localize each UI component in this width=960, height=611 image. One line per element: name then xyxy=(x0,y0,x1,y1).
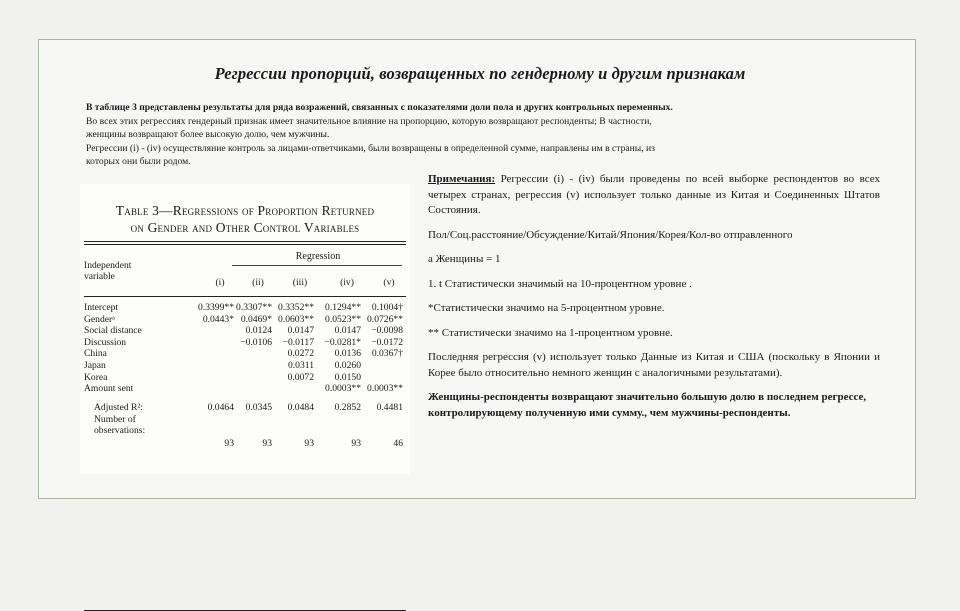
row-label: Social distance xyxy=(84,325,142,337)
table-cell: −0.0106 xyxy=(240,336,272,348)
regression-table-image xyxy=(80,184,410,474)
table-cell: 0.0345 xyxy=(245,401,272,413)
note-1 xyxy=(428,172,880,219)
row-label: Korea xyxy=(84,371,108,383)
table-cell: 0.2852 xyxy=(334,401,361,413)
table-cell: 93 xyxy=(304,437,314,449)
table-cell: 0.0603** xyxy=(278,313,314,325)
table-cell: −0.0281* xyxy=(324,336,361,348)
table-rule xyxy=(84,241,406,242)
column-header: (iv) xyxy=(340,277,354,288)
table-rule xyxy=(84,296,406,297)
row-label: Genderᵃ xyxy=(84,313,115,325)
table-cell: 0.0003** xyxy=(325,383,361,395)
table-cell: 0.1004† xyxy=(371,302,403,313)
table-cell: 93 xyxy=(224,437,234,449)
table-cell: 0.0523** xyxy=(325,313,361,325)
row-label: Intercept xyxy=(84,302,119,313)
table-cell: 0.0150 xyxy=(334,371,361,383)
column-header: (ii) xyxy=(252,277,264,288)
note-label: Примечания: xyxy=(428,173,496,185)
intro-text xyxy=(86,101,836,169)
intro-line: Во всех этих регрессиях гендерный признак имеет значительное влияние на пропорцию, которую возвращают респонденты; В частности, xyxy=(86,115,652,127)
row-label: Amount sent xyxy=(84,383,134,395)
intro-line: В таблице 3 представлены результаты для ряда возражений, связанных с показателями доли пола и других контрольных переменных. xyxy=(86,102,673,113)
table-cell: 0.0003** xyxy=(367,383,403,395)
table-cell: 0.0311 xyxy=(287,360,314,371)
table-cell: 0.0272 xyxy=(287,348,314,360)
table-cell: 46 xyxy=(393,437,403,449)
notes-panel xyxy=(428,172,880,421)
regression-header: Regression xyxy=(295,251,341,262)
note-5: *Статистически значимо на 5-процентном уровне. xyxy=(428,302,665,314)
table-title xyxy=(86,202,404,236)
note-3: a Женщины = 1 xyxy=(428,253,501,265)
table-title-line: on Gender and Other Control Variables xyxy=(130,220,360,235)
table-cell: 0.3307** xyxy=(236,302,272,313)
row-label: Number of xyxy=(94,413,136,425)
table-cell: 0.0260 xyxy=(334,360,361,371)
slide-title: Регрессии пропорций, возвращенных по гендерному и другим признакам xyxy=(214,64,746,83)
note-6: ** Статистически значимо на 1-процентном уровне. xyxy=(428,326,673,339)
table-cell: 0.0072 xyxy=(287,371,314,383)
table-cell: 0.0443* xyxy=(202,313,234,325)
table-cell: 0.0136 xyxy=(334,348,361,360)
intro-line: которых они были родом. xyxy=(86,156,191,168)
table-cell: 0.0726** xyxy=(367,313,403,325)
note-8: Женщины-респонденты возвращают значительно большую долю в последнем регрессе, контролирующему полученную ими сумму., чем мужчины-респонденты. xyxy=(428,391,867,419)
table-cell: 0.0484 xyxy=(287,401,314,413)
note-4: 1. t Статистически значимый на 10-процентном уровне . xyxy=(428,277,692,290)
table-cell: 93 xyxy=(351,437,361,449)
table-cell: 0.0147 xyxy=(287,325,314,337)
var-header: Independent xyxy=(84,260,132,271)
var-header: variable xyxy=(84,271,115,282)
table-rule xyxy=(84,244,406,245)
note-text: Регрессии (i) - (iv) были проведены по всей выборке респондентов во всех четырех странах, регрессия (v) использует только данные из Китая и Соединенных Штатов Состояния. xyxy=(428,173,880,216)
table-cell: −0.0172 xyxy=(371,336,403,348)
row-label: Japan xyxy=(84,360,106,371)
table-cell: 0.3399** xyxy=(198,302,234,313)
table-cell: 0.3352** xyxy=(278,302,314,313)
table-cell: 0.0367† xyxy=(371,348,403,360)
table-cell: 0.4481 xyxy=(376,401,403,413)
note-7: Последняя регрессия (v) использует только Данные из Китая и США (поскольку в Японии и Корее было относительно немного женщин с аналогичными результатами). xyxy=(428,351,880,379)
row-label: Adjusted R²: xyxy=(94,401,143,413)
table-cell: 0.0124 xyxy=(245,325,272,337)
intro-line: женщины возвращают более высокую долю, чем мужчины. xyxy=(86,129,330,141)
row-label: China xyxy=(84,348,107,360)
table-cell: −0.0098 xyxy=(371,325,403,337)
column-header: (iii) xyxy=(292,277,308,288)
table-cell: 0.1294** xyxy=(325,302,361,313)
table-cell: 0.0147 xyxy=(334,325,361,337)
table-cell: −0.0117 xyxy=(282,336,314,348)
header-rule xyxy=(232,265,402,266)
note-2: Пол/Соц.расстояние/Обсуждение/Китай/Япония/Корея/Кол-во отправленного xyxy=(428,228,793,241)
table-cell: 0.0464 xyxy=(207,401,234,413)
column-header: (i) xyxy=(215,277,225,288)
column-header: (v) xyxy=(383,277,395,288)
table-title-line: Table 3—Regressions of Proportion Returned xyxy=(115,203,375,218)
row-label: observations: xyxy=(94,424,146,436)
table-cell: 0.0469* xyxy=(240,313,272,325)
table-cell: 93 xyxy=(262,437,272,449)
row-label: Discussion xyxy=(84,336,127,348)
intro-line: Регрессии (i) - (iv) осуществляние контроль за лицами-ответчиками, были возвращены в определенной сумме, направлены им в страны, из xyxy=(86,142,655,154)
